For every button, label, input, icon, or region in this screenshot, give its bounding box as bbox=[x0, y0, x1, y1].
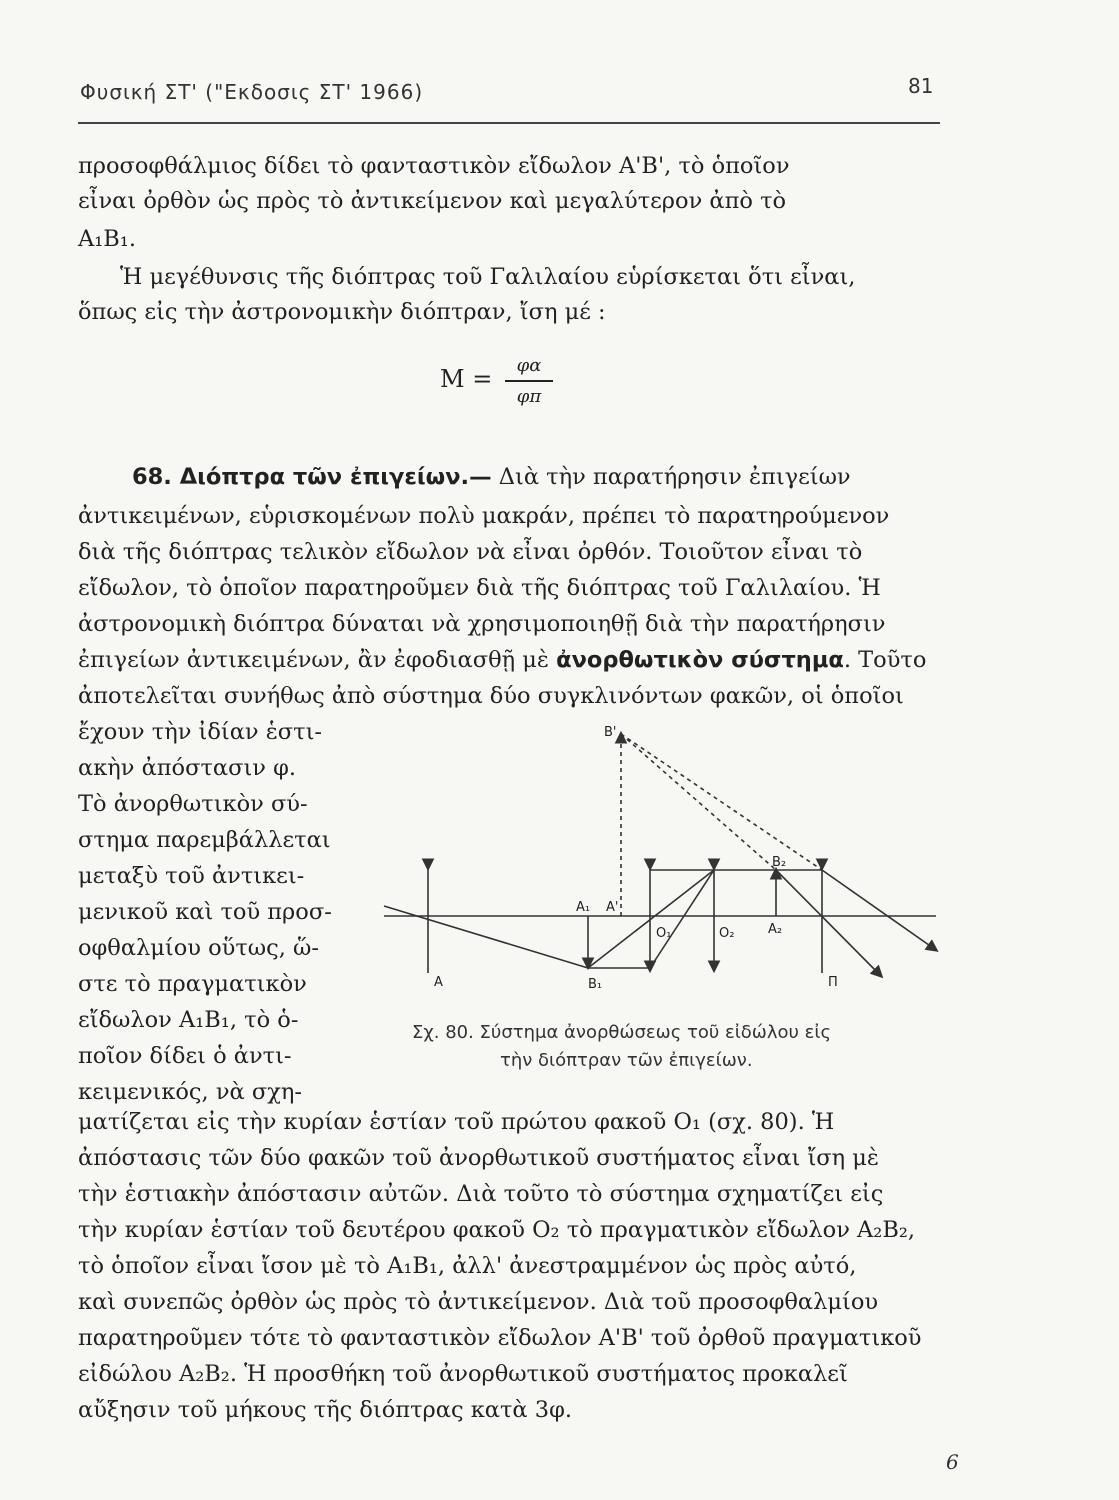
label-a: A bbox=[434, 975, 443, 990]
text-line: ἀστρονομικὴ διόπτρα δύναται νὰ χρησιμοποιηθῇ διὰ τὴν παρατήρησιν bbox=[78, 611, 886, 637]
text-line: εἴδωλον, τὸ ὁποῖον παρατηροῦμεν διὰ τῆς διόπτρας τοῦ Γαλιλαίου. Ἡ bbox=[78, 575, 881, 601]
column-line: μεταξὺ τοῦ ἀντικει- bbox=[78, 863, 305, 889]
formula-denominator: φπ bbox=[516, 385, 542, 407]
text-line: εἶναι ὀρθὸν ὡς πρὸς τὸ ἀντικείμενον καὶ μεγαλύτερον ἀπὸ τὸ bbox=[78, 188, 787, 214]
dashed-ray bbox=[621, 734, 822, 870]
section-heading: 68. Διόπτρα τῶν ἐπιγείων.— bbox=[132, 464, 492, 490]
signature-mark: 6 bbox=[946, 1450, 959, 1474]
text-line: καὶ συνεπῶς ὀρθὸν ὡς πρὸς τὸ ἀντικείμενον. Διὰ τοῦ προσοφθαλμίου bbox=[78, 1289, 879, 1315]
text-line: Ἡ μεγέθυνσις τῆς διόπτρας τοῦ Γαλιλαίου εὑρίσκεται ὅτι εἶναι, bbox=[120, 264, 856, 290]
text-line: ὅπως εἰς τὴν ἀστρονομικὴν διόπτραν, ἴση μέ : bbox=[78, 299, 606, 325]
column-line: Τὸ ἀνορθωτικὸν σύ- bbox=[78, 791, 308, 817]
column-line: μενικοῦ καὶ τοῦ προσ- bbox=[78, 899, 332, 925]
text-line: ἀπόστασις τῶν δύο φακῶν τοῦ ἀνορθωτικοῦ συστήματος εἶναι ἴση μὲ bbox=[78, 1145, 879, 1171]
fraction-bar bbox=[505, 380, 553, 382]
column-line: στημα παρεμβάλλεται bbox=[78, 827, 331, 853]
header-rule bbox=[78, 122, 940, 124]
ray bbox=[650, 870, 714, 968]
running-title: Φυσική ΣΤ' ("Εκδοσις ΣΤ' 1966) bbox=[80, 80, 424, 104]
figure-caption-line-1: Σχ. 80. Σύστημα ἀνορθώσεως τοῦ εἰδώλου εἰς bbox=[412, 1022, 832, 1043]
label-pi: Π bbox=[828, 975, 838, 990]
label-b2: B₂ bbox=[772, 855, 787, 870]
column-line: στε τὸ πραγματικὸν bbox=[78, 971, 307, 997]
column-line: κειμενικός, νὰ σχη- bbox=[78, 1079, 302, 1105]
text-fragment: . Τοῦτο bbox=[843, 647, 927, 673]
text-line: ἀντικειμένων, εὑρισκομένων πολὺ μακράν, πρέπει τὸ παρατηρούμενον bbox=[78, 503, 890, 529]
label-b-prime: B' bbox=[604, 725, 617, 740]
column-line: ἔχουν τὴν ἰδίαν ἑστι- bbox=[78, 719, 323, 745]
ray bbox=[588, 870, 714, 968]
text-line: τὴν κυρίαν ἑστίαν τοῦ δευτέρου φακοῦ Ο₂ τὸ πραγματικὸν εἴδωλον Α₂Β₂, bbox=[78, 1217, 916, 1243]
text-fragment: Διὰ τὴν παρατήρησιν ἐπιγείων bbox=[498, 464, 851, 490]
emphasis-term: ἀνορθωτικὸν σύστημα bbox=[556, 647, 844, 673]
text-line: προσοφθάλμιος δίδει τὸ φανταστικὸν εἴδωλον Α'Β', τὸ ὁποῖον bbox=[78, 153, 790, 179]
label-a2: A₂ bbox=[768, 922, 783, 937]
dashed-ray bbox=[621, 734, 776, 870]
label-a-prime: A' bbox=[606, 900, 619, 915]
formula-lhs: M = bbox=[440, 365, 493, 393]
label-o2: O₂ bbox=[719, 926, 735, 941]
text-line bbox=[78, 646, 926, 674]
text-line: διὰ τῆς διόπτρας τελικὸν εἴδωλον νὰ εἶναι ὀρθόν. Τοιοῦτον εἶναι τὸ bbox=[78, 539, 863, 565]
section-first-line bbox=[132, 463, 851, 491]
text-line: ἀποτελεῖται συνήθως ἀπὸ σύστημα δύο συγκλινόντων φακῶν, οἱ ὁποῖοι bbox=[78, 683, 904, 709]
text-line: αὔξησιν τοῦ μήκους τῆς διόπτρας κατὰ 3φ. bbox=[78, 1397, 573, 1423]
text-line: τὸ ὁποῖον εἶναι ἴσον μὲ τὸ Α₁Β₁, ἀλλ' ἀνεστραμμένον ὡς πρὸς αὐτό, bbox=[78, 1253, 857, 1279]
formula-numerator: φα bbox=[516, 355, 542, 376]
text-line: Α₁Β₁. bbox=[78, 226, 136, 252]
ray bbox=[776, 870, 881, 976]
erecting-system-diagram bbox=[376, 718, 956, 998]
page-number: 81 bbox=[908, 74, 934, 98]
ray bbox=[822, 870, 936, 950]
text-fragment: ἐπιγείων ἀντικειμένων, ἂν ἐφοδιασθῇ μὲ bbox=[78, 647, 549, 673]
label-o1: O₁ bbox=[656, 926, 672, 941]
column-line: οφθαλμίου οὕτως, ὥ- bbox=[78, 935, 319, 961]
text-line: ματίζεται εἰς τὴν κυρίαν ἑστίαν τοῦ πρώτου φακοῦ Ο₁ (σχ. 80). Ἡ bbox=[78, 1109, 835, 1135]
column-line: εἴδωλον Α₁Β₁, τὸ ὁ- bbox=[78, 1007, 299, 1033]
column-line: ακὴν ἀπόστασιν φ. bbox=[78, 755, 297, 781]
column-line: ποῖον δίδει ὁ ἀντι- bbox=[78, 1043, 292, 1069]
figure-caption-line-2: τὴν διόπτραν τῶν ἐπιγείων. bbox=[500, 1050, 753, 1071]
label-a1: A₁ bbox=[576, 900, 591, 915]
text-line: εἰδώλου Α₂Β₂. Ἡ προσθήκη τοῦ ἀνορθωτικοῦ συστήματος προκαλεῖ bbox=[78, 1361, 848, 1387]
text-line: παρατηροῦμεν τότε τὸ φανταστικὸν εἴδωλον Α'Β' τοῦ ὀρθοῦ πραγματικοῦ bbox=[78, 1325, 922, 1351]
label-b1: B₁ bbox=[588, 977, 603, 992]
formula-fraction bbox=[505, 355, 553, 407]
text-line: τὴν ἑστιακὴν ἀπόστασιν αὐτῶν. Διὰ τοῦτο τὸ σύστημα σχηματίζει εἰς bbox=[78, 1181, 884, 1207]
